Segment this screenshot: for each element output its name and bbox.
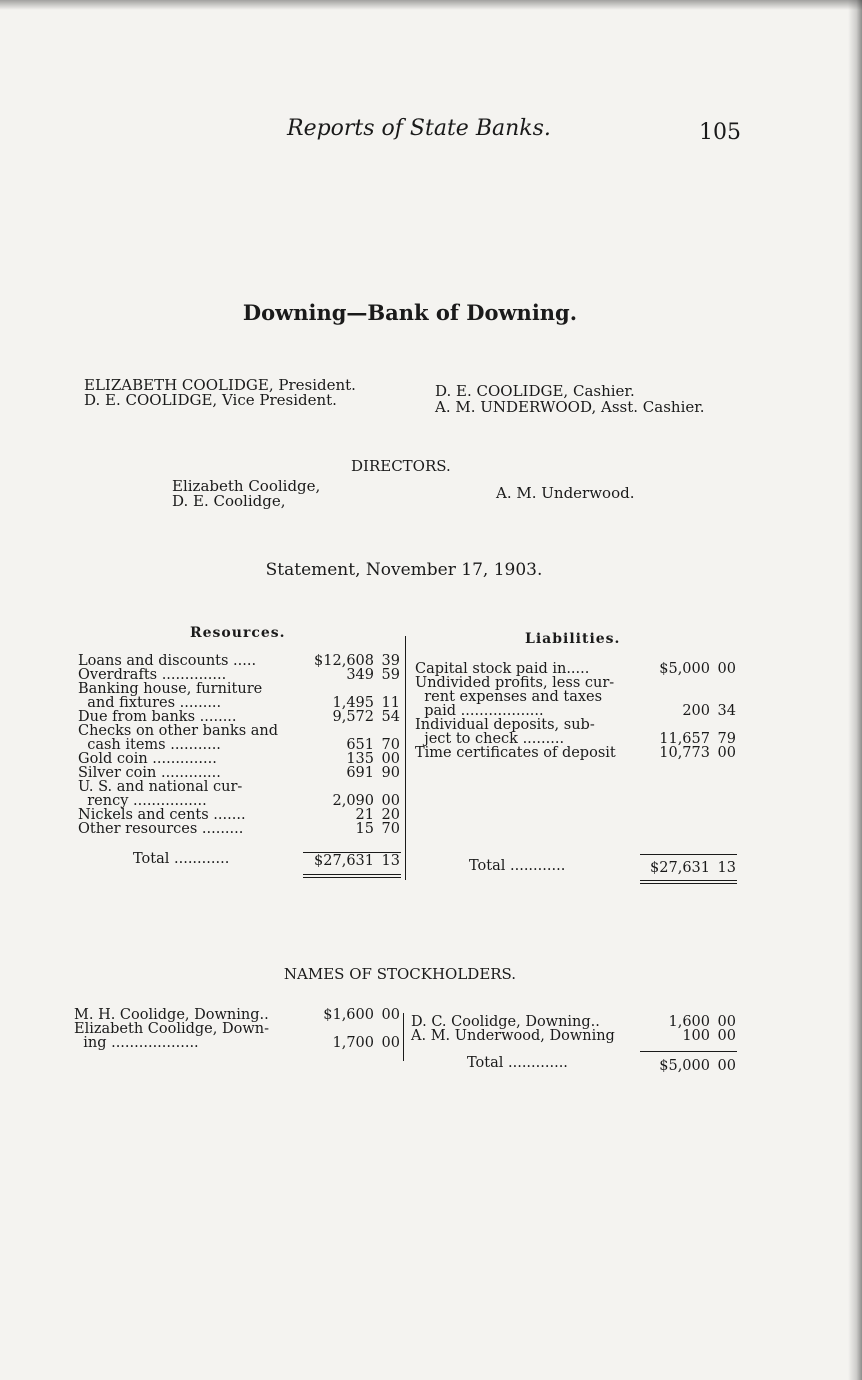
- stockholder-row-cents: 00: [381, 1007, 400, 1023]
- resource-row-dollars: 9,572: [332, 709, 374, 725]
- resource-row-dollars: $12,608: [314, 653, 374, 669]
- page-edge-right: [848, 0, 862, 1380]
- resource-row-cents: 39: [381, 653, 400, 669]
- column-divider: [405, 636, 406, 880]
- stockholders-total-label: Total .............: [467, 1055, 568, 1071]
- page-number: 105: [699, 120, 741, 145]
- resource-row-label: Nickels and cents .......: [78, 807, 246, 823]
- resource-row-label: Banking house, furniture: [78, 681, 263, 697]
- resource-row-cents: 11: [381, 695, 400, 711]
- resource-row-cents: 00: [381, 793, 400, 809]
- resource-row-label: Checks on other banks and: [78, 723, 279, 739]
- stockholder-row-label: Elizabeth Coolidge, Down-: [74, 1021, 269, 1037]
- resource-row-dollars: 15: [355, 821, 374, 837]
- liabilities-heading: Liabilities.: [525, 631, 621, 647]
- resource-row-dollars: 1,495: [332, 695, 374, 711]
- liability-row-label: Capital stock paid in.....: [415, 661, 590, 677]
- resource-row-cents: 90: [381, 765, 400, 781]
- stockholder-row-label: ing ...................: [74, 1035, 199, 1051]
- stockholders-heading: NAMES OF STOCKHOLDERS.: [283, 965, 517, 983]
- resource-row-dollars: 651: [346, 737, 374, 753]
- liabilities-total-double-rule: [640, 883, 737, 884]
- resource-row-cents: 70: [381, 821, 400, 837]
- resource-row-label: rency ................: [78, 793, 207, 809]
- liability-row-dollars: 200: [682, 703, 710, 719]
- resource-row-label: and fixtures .........: [78, 695, 222, 711]
- stockholder-row-dollars: 1,700: [332, 1035, 374, 1051]
- stockholder-row-label: M. H. Coolidge, Downing..: [74, 1007, 269, 1023]
- resource-row-label: Loans and discounts .....: [78, 653, 257, 669]
- resources-heading: Resources.: [190, 625, 286, 641]
- officer-president: ELIZABETH COOLIDGE, President.: [84, 376, 356, 394]
- statement-title: Statement, November 17, 1903.: [265, 560, 543, 580]
- resource-row-label: Gold coin ..............: [78, 751, 217, 767]
- resources-total-label: Total ............: [133, 851, 230, 867]
- resource-row-cents: 20: [381, 807, 400, 823]
- resource-row-label: cash items ...........: [78, 737, 221, 753]
- resource-row-cents: 00: [381, 751, 400, 767]
- liability-row-dollars: $5,000: [659, 661, 710, 677]
- stockholder-row-label: A. M. Underwood, Downing: [411, 1028, 615, 1044]
- liability-row-dollars: 10,773: [659, 745, 710, 761]
- liabilities-sum-rule: [640, 854, 737, 855]
- stockholder-row-cents: 00: [717, 1028, 736, 1044]
- director-name: D. E. Coolidge,: [172, 492, 286, 510]
- resource-row-label: Due from banks ........: [78, 709, 237, 725]
- liabilities-total-dollars: $27,631: [650, 860, 710, 876]
- stockholder-row-dollars: 1,600: [668, 1014, 710, 1030]
- liability-row-label: Time certificates of deposit: [415, 745, 616, 761]
- liability-row-cents: 00: [717, 661, 736, 677]
- officer-cashier: D. E. COOLIDGE, Cashier.: [435, 382, 635, 400]
- stockholders-divider: [403, 1013, 404, 1061]
- stockholder-row-cents: 00: [717, 1014, 736, 1030]
- liability-row-cents: 79: [717, 731, 736, 747]
- officer-vice-president: D. E. COOLIDGE, Vice President.: [84, 391, 337, 409]
- liabilities-total-cents: 13: [717, 860, 736, 876]
- liability-row-label: Undivided profits, less cur-: [415, 675, 615, 691]
- resources-total-cents: 13: [381, 853, 400, 869]
- liability-row-label: ject to check .........: [415, 731, 565, 747]
- liability-row-cents: 34: [717, 703, 736, 719]
- liability-row-label: paid ..................: [415, 703, 544, 719]
- liability-row-cents: 00: [717, 745, 736, 761]
- liability-row-label: Individual deposits, sub-: [415, 717, 595, 733]
- resources-total-double-rule: [303, 874, 401, 875]
- stockholder-row-dollars: 100: [682, 1028, 710, 1044]
- liabilities-total-label: Total ............: [469, 858, 566, 874]
- director-name: Elizabeth Coolidge,: [172, 477, 321, 495]
- directors-heading: DIRECTORS.: [351, 457, 451, 475]
- resource-row-dollars: 135: [346, 751, 374, 767]
- liabilities-total-double-rule: [640, 880, 737, 881]
- resource-row-dollars: 2,090: [332, 793, 374, 809]
- resource-row-label: Overdrafts ..............: [78, 667, 227, 683]
- resource-row-cents: 54: [381, 709, 400, 725]
- director-name: A. M. Underwood.: [496, 484, 635, 502]
- resource-row-label: Silver coin .............: [78, 765, 221, 781]
- resource-row-dollars: 21: [355, 807, 374, 823]
- resource-row-dollars: 349: [346, 667, 374, 683]
- liability-row-label: rent expenses and taxes: [415, 689, 603, 705]
- officer-asst-cashier: A. M. UNDERWOOD, Asst. Cashier.: [435, 398, 705, 416]
- resource-row-cents: 59: [381, 667, 400, 683]
- stockholders-sum-rule: [640, 1051, 737, 1052]
- stockholder-row-label: D. C. Coolidge, Downing..: [411, 1014, 600, 1030]
- resource-row-label: Other resources .........: [78, 821, 244, 837]
- stockholder-row-dollars: $1,600: [323, 1007, 374, 1023]
- resources-total-dollars: $27,631: [314, 853, 374, 869]
- page-edge-top: [0, 0, 862, 10]
- stockholders-total-dollars: $5,000: [659, 1058, 710, 1074]
- bank-title: Downing—Bank of Downing.: [242, 300, 578, 325]
- resource-row-label: U. S. and national cur-: [78, 779, 243, 795]
- running-title: Reports of State Banks.: [287, 116, 551, 141]
- stockholders-total-cents: 00: [717, 1058, 736, 1074]
- resource-row-dollars: 691: [346, 765, 374, 781]
- resource-row-cents: 70: [381, 737, 400, 753]
- liability-row-dollars: 11,657: [659, 731, 710, 747]
- stockholder-row-cents: 00: [381, 1035, 400, 1051]
- resources-total-double-rule: [303, 877, 401, 878]
